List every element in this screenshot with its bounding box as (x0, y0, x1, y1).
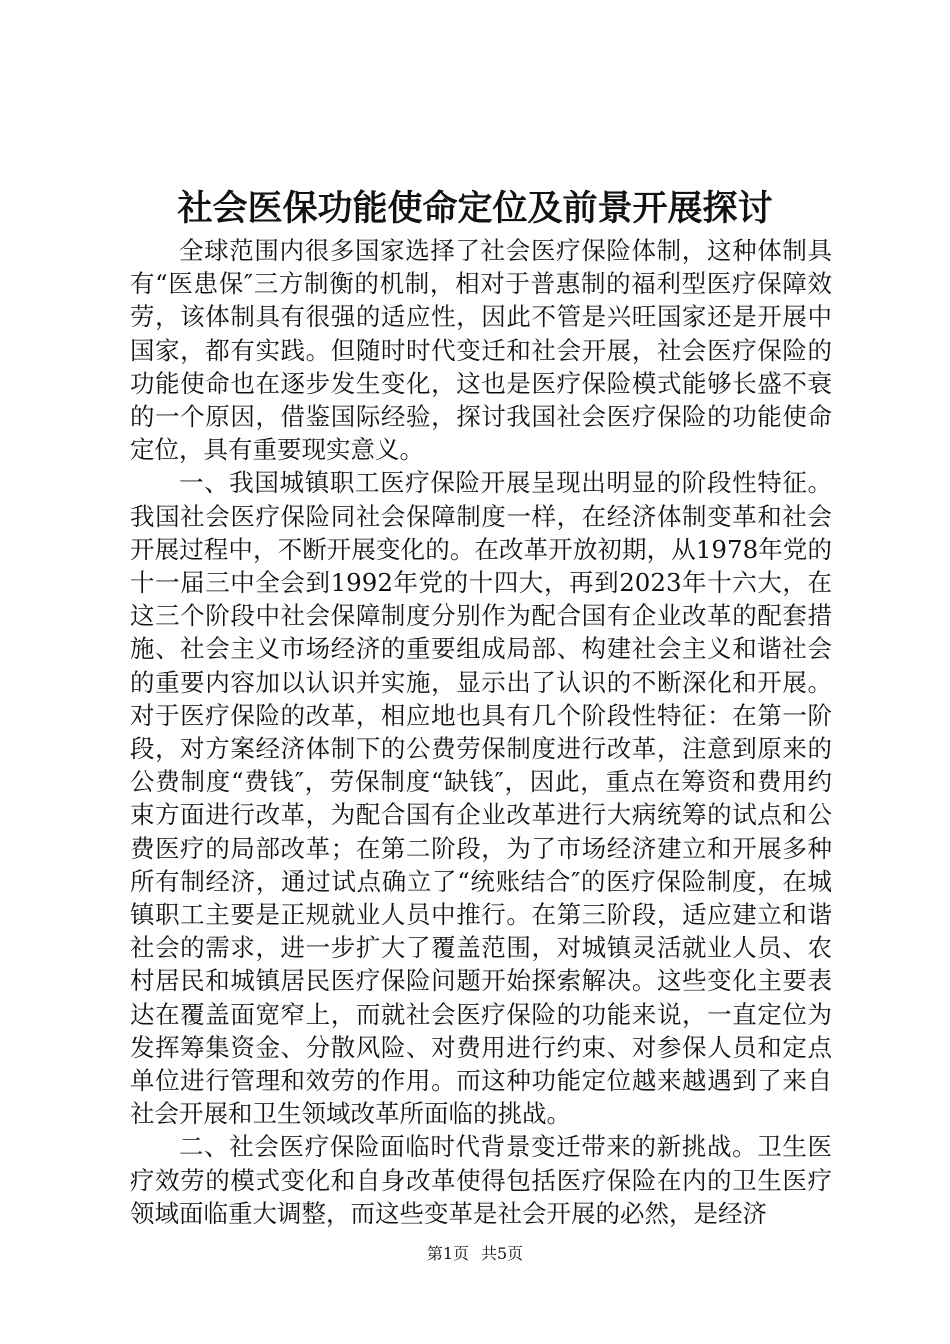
page-title: 社会医保功能使命定位及前景开展探讨 (177, 188, 773, 229)
page-footer (0, 1243, 950, 1265)
document-body (130, 234, 832, 1230)
page-number: 第1页 (426, 1244, 469, 1263)
paragraph-intro: 全球范围内很多国家选择了社会医疗保险体制，这种体制具有“医患保″三方制衡的机制，相对于普惠制的福利型医疗保障效劳，该体制具有很强的适应性，因此不管是兴旺国家还是开展中国家，都有实践。但随时时代变迁和社会开展，社会医疗保险的功能使命也在逐步发生变化，这也是医疗保险模式能够长盛不衰的一个原因，借鉴国际经验，探讨我国社会医疗保险的功能使命定位，具有重要现实意义。 (130, 236, 832, 465)
paragraph-section-1: 一、我国城镇职工医疗保险开展呈现出明显的阶段性特征。我国社会医疗保险同社会保障制度一样，在经济体制变革和社会开展过程中，不断开展变化的。在改革开放初期，从1978年党的十一届三中全会到1992年党的十四大，再到2023年十六大，在这三个阶段中社会保障制度分别作为配合国有企业改革的配套措施、社会主义市场经济的重要组成局部、构建社会主义和谐社会的重要内容加以认识并实施，显示出了认识的不断深化和开展。对于医疗保险的改革，相应地也具有几个阶段性特征：在第一阶段，对方案经济体制下的公费劳保制度进行改革，注意到原来的公费制度“费钱″，劳保制度“缺钱″，因此，重点在筹资和费用约束方面进行改革，为配合国有企业改革进行大病统筹的试点和公费医疗的局部改革；在第二阶段，为了市场经济建立和开展多种所有制经济，通过试点确立了“统账结合″的医疗保险制度，在城镇职工主要是正规就业人员中推行。在第三阶段，适应建立和谐社会的需求，进一步扩大了覆盖范围，对城镇灵活就业人员、农村居民和城镇居民医疗保险问题开始探索解决。这些变化主要表达在覆盖面宽窄上，而就社会医疗保险的功能来说，一直定位为发挥筹集资金、分散风险、对费用进行约束、对参保人员和定点单位进行管理和效劳的作用。而这种功能定位越来越遇到了来自社会开展和卫生领域改革所面临的挑战。 (130, 468, 832, 1129)
page-total: 共5页 (481, 1244, 524, 1263)
paragraph-section-2: 二、社会医疗保险面临时代背景变迁带来的新挑战。卫生医疗效劳的模式变化和自身改革使得包括医疗保险在内的卫生医疗领域面临重大调整，而这些变革是社会开展的必然，是经济 (130, 1132, 832, 1228)
